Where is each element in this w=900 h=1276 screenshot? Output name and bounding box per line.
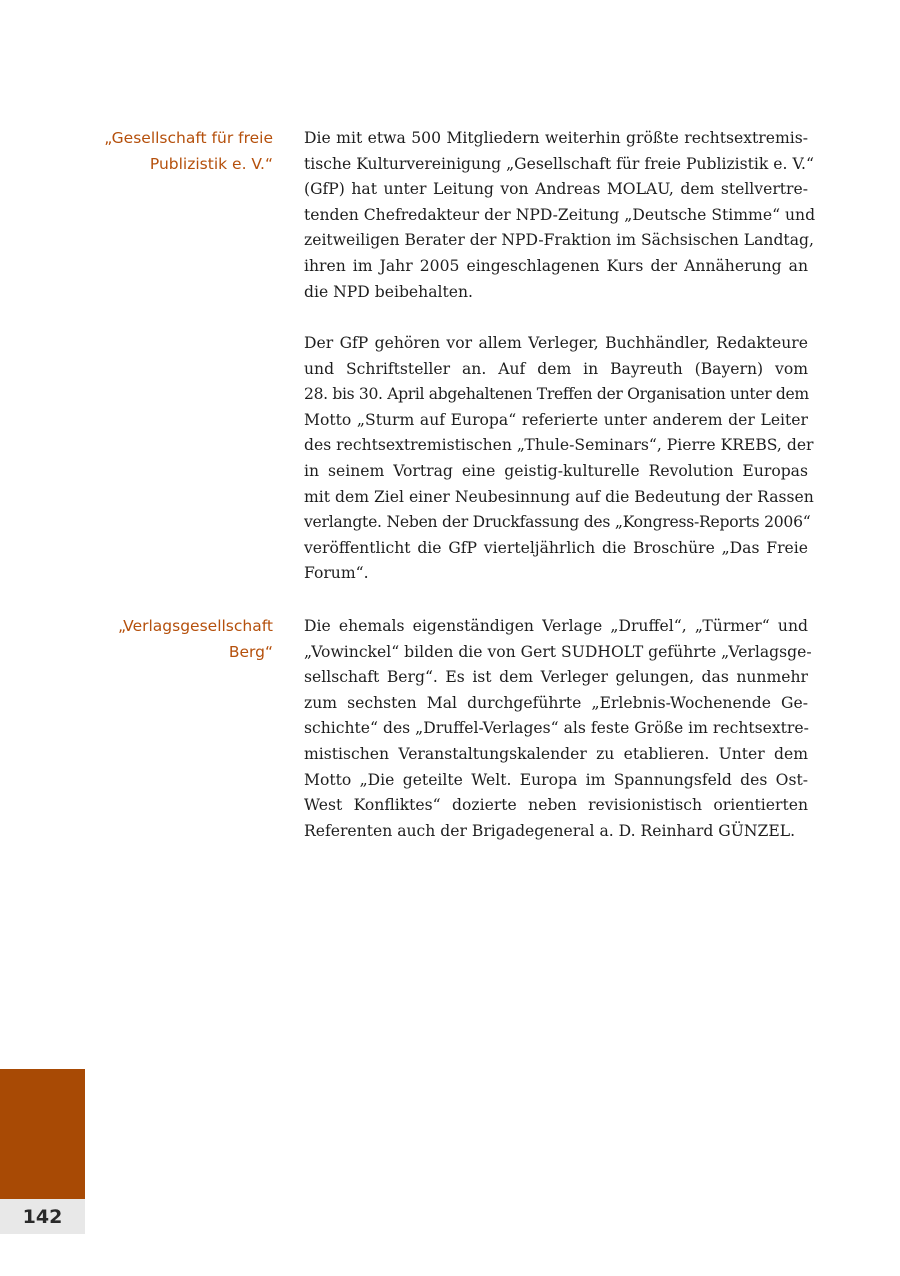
margin-heading-line: „Verlagsgesellschaft <box>118 617 273 635</box>
text-line: sellschaft Berg“. Es ist dem Verleger gelungen, das nunmehr <box>304 668 808 687</box>
text-line: und Schriftsteller an. Auf dem in Bayreuth (Bayern) vom <box>304 359 808 378</box>
text-line: 28. bis 30. April abgehaltenen Treffen der Organisation unter dem <box>304 385 809 404</box>
text-line: tenden Chefredakteur der NPD-Zeitung „Deutsche Stimme“ und <box>304 205 816 224</box>
page-number: 142 <box>22 1206 63 1228</box>
text-line: tische Kulturvereinigung „Gesellschaft für freie Publizistik e. V.“ <box>304 154 814 173</box>
margin-heading-line: Publizistik e. V.“ <box>149 154 273 173</box>
margin-heading-line: „Gesellschaft für freie <box>104 129 273 147</box>
margin-heading-berg <box>73 614 273 665</box>
text-line: Der GfP gehören vor allem Verleger, Buchhändler, Redakteure <box>304 334 808 352</box>
text-line: zeitweiligen Berater der NPD-Fraktion im Sächsischen Landtag, <box>304 231 814 250</box>
text-line: die NPD beibehalten. <box>304 282 473 301</box>
text-line: Referenten auch der Brigadegeneral a. D. Reinhard GÜNZEL. <box>304 821 796 840</box>
margin-heading-gfp <box>73 126 273 177</box>
text-line: verlangte. Neben der Druckfassung des „Kongress-Reports 2006“ <box>304 513 811 532</box>
text-line: in seinem Vortrag eine geistig-kulturelle Revolution Europas <box>304 461 808 480</box>
text-line: Die mit etwa 500 Mitgliedern weiterhin größte rechtsextremis- <box>304 129 808 147</box>
text-line: Die ehemals eigenständigen Verlage „Druffel“, „Türmer“ und <box>304 617 808 635</box>
text-line: mistischen Veranstaltungskalender zu etablieren. Unter dem <box>304 744 808 763</box>
text-line: Forum“. <box>304 564 369 583</box>
text-line: zum sechsten Mal durchgeführte „Erlebnis-Wochenende Ge- <box>304 693 808 712</box>
text-line: mit dem Ziel einer Neubesinnung auf die Bedeutung der Rassen <box>304 487 814 506</box>
paragraph-berg <box>304 614 812 844</box>
text-line: veröffentlicht die GfP vierteljährlich die Broschüre „Das Freie <box>304 538 808 557</box>
text-line: (GfP) hat unter Leitung von Andreas MOLAU, dem stellvertre- <box>304 180 808 199</box>
text-line: schichte“ des „Druffel-Verlages“ als feste Größe im rechtsextre- <box>304 719 809 738</box>
text-line: „Vowinckel“ bilden die von Gert SUDHOLT geführte „Verlagsge- <box>304 642 812 661</box>
text-line: Motto „Sturm auf Europa“ referierte unter anderem der Leiter <box>304 410 808 429</box>
text-line: ihren im Jahr 2005 eingeschlagenen Kurs der Annäherung an <box>304 256 808 275</box>
text-line: Motto „Die geteilte Welt. Europa im Spannungsfeld des Ost- <box>304 770 808 789</box>
paragraph-gfp-members <box>304 331 814 587</box>
page-tab <box>0 1069 85 1199</box>
paragraph-gfp-intro <box>304 126 816 305</box>
text-line: des rechtsextremistischen „Thule-Seminars“, Pierre KREBS, der <box>304 436 814 455</box>
text-line: West Konfliktes“ dozierte neben revisionistisch orientierten <box>304 796 808 815</box>
margin-heading-line: Berg“ <box>228 642 273 661</box>
